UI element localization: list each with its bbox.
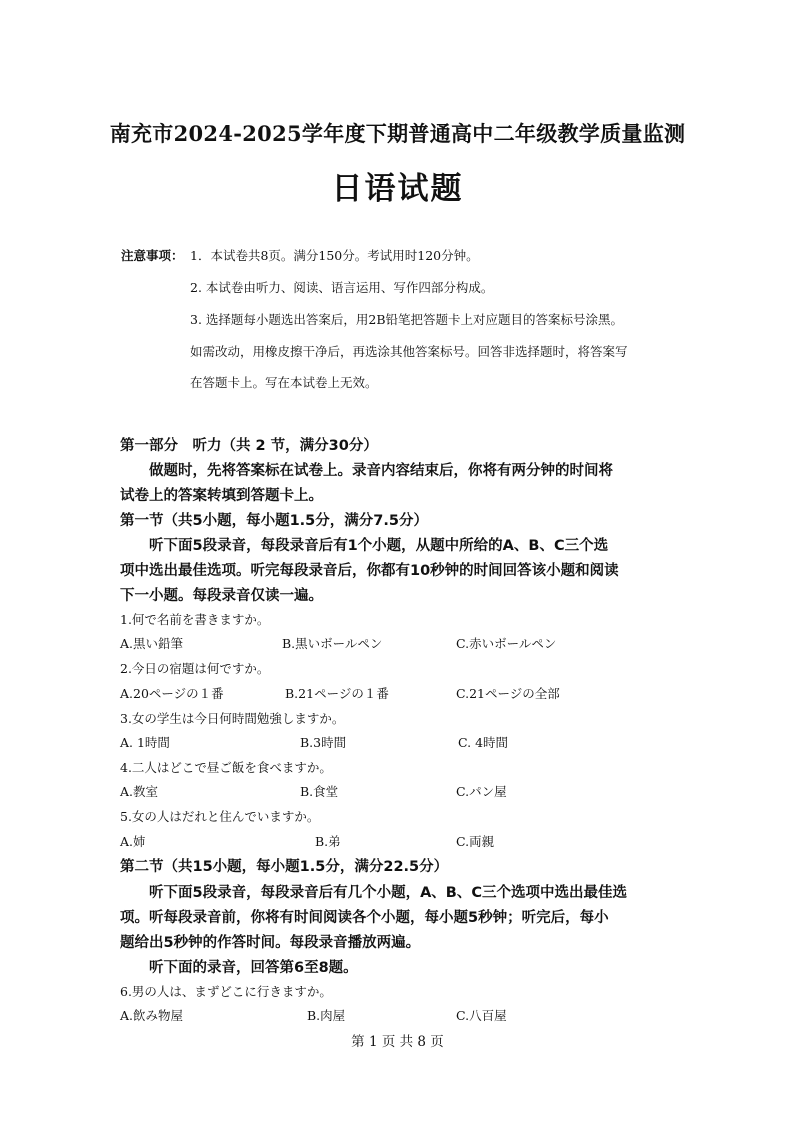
question-3-option-a: A. 1時間 bbox=[120, 735, 170, 750]
section1-instruction-line-1: 听下面5段录音，每段录音后有1个小题，从题中所给的A、B、C三个选 bbox=[149, 538, 609, 554]
question-5: 5.女の人はだれと住んでいますか。 bbox=[120, 809, 320, 824]
question-4-option-a: A.教室 bbox=[120, 784, 159, 799]
question-1-option-a: A.黒い鉛筆 bbox=[120, 636, 184, 651]
section2-instruction-line-2: 项。听每段录音前，你将有时间阅读各个小题，每小题5秒钟；听完后，每小 bbox=[120, 910, 609, 926]
exam-title: 南充市2024-2025学年度下期普通高中二年级教学质量监测 bbox=[109, 121, 686, 146]
question-3: 3.女の学生は今日何時間勉強しますか。 bbox=[120, 711, 345, 726]
section2-heading: 第二节（共15小题，每小题1.5分，满分22.5分） bbox=[120, 859, 449, 875]
question-4-option-c: C.パン屋 bbox=[456, 784, 507, 799]
question-1: 1.何で名前を書きますか。 bbox=[120, 612, 270, 627]
notice-label: 注意事项： bbox=[121, 248, 184, 263]
question-3-option-b: B.3時間 bbox=[300, 735, 347, 750]
question-2-option-a: A.20ページの１番 bbox=[120, 686, 224, 701]
question-6: 6.男の人は、まずどこに行きますか。 bbox=[120, 984, 332, 999]
notice-item-3-line-2: 如需改动，用橡皮擦干净后，再选涂其他答案标号。回答非选择题时，将答案写 bbox=[190, 344, 628, 359]
section1-instruction-line-2: 项中选出最佳选项。听完每段录音后，你都有10秒钟的时间回答该小题和阅读 bbox=[120, 563, 619, 579]
question-2: 2.今日の宿題は何ですか。 bbox=[120, 661, 270, 676]
page-footer: 第 1 页 共 8 页 bbox=[351, 1034, 444, 1050]
question-4: 4.二人はどこで昼ご飯を食べますか。 bbox=[120, 760, 332, 775]
question-1-option-b: B.黒いボールペン bbox=[282, 636, 383, 651]
question-3-option-c: C. 4時間 bbox=[458, 735, 509, 750]
question-5-option-b: B.弟 bbox=[315, 834, 341, 849]
section2-instruction-line-1: 听下面5段录音，每段录音后有几个小题，A、B、C三个选项中选出最佳选 bbox=[149, 885, 628, 901]
subject-title: 日语试题 bbox=[331, 171, 464, 207]
section2-instruction-line-3: 题给出5秒钟的作答时间。每段录音播放两遍。 bbox=[120, 935, 421, 951]
part1-intro-line-1: 做题时，先将答案标在试卷上。录音内容结束后，你将有两分钟的时间将 bbox=[149, 463, 613, 479]
question-1-option-c: C.赤いボールペン bbox=[456, 636, 557, 651]
question-5-option-a: A.姉 bbox=[120, 834, 146, 849]
question-6-option-a: A.飲み物屋 bbox=[120, 1008, 184, 1023]
section1-instruction-line-3: 下一小题。每段录音仅读一遍。 bbox=[120, 588, 323, 604]
section2-sub-instruction: 听下面的录音，回答第6至8题。 bbox=[149, 960, 358, 976]
part1-heading: 第一部分 听力（共 2 节，满分30分） bbox=[120, 438, 378, 454]
question-2-option-c: C.21ページの全部 bbox=[456, 686, 560, 701]
notice-item-3-line-3: 在答题卡上。写在本试卷上无效。 bbox=[190, 375, 378, 390]
part1-intro-line-2: 试卷上的答案转填到答题卡上。 bbox=[120, 488, 323, 504]
question-2-option-b: B.21ページの１番 bbox=[285, 686, 389, 701]
question-6-option-b: B.肉屋 bbox=[307, 1008, 346, 1023]
notice-item-1: 1．本试卷共8页。满分150分。考试用时120分钟。 bbox=[190, 248, 479, 263]
question-5-option-c: C.両親 bbox=[456, 834, 495, 849]
notice-item-3-line-1: 3. 选择题每小题选出答案后，用2B铅笔把答题卡上对应题目的答案标号涂黑。 bbox=[190, 312, 624, 327]
section1-heading: 第一节（共5小题，每小题1.5分，满分7.5分） bbox=[120, 513, 428, 529]
question-6-option-c: C.八百屋 bbox=[456, 1008, 507, 1023]
notice-item-2: 2. 本试卷由听力、阅读、语言运用、写作四部分构成。 bbox=[190, 280, 494, 295]
question-4-option-b: B.食堂 bbox=[300, 784, 339, 799]
